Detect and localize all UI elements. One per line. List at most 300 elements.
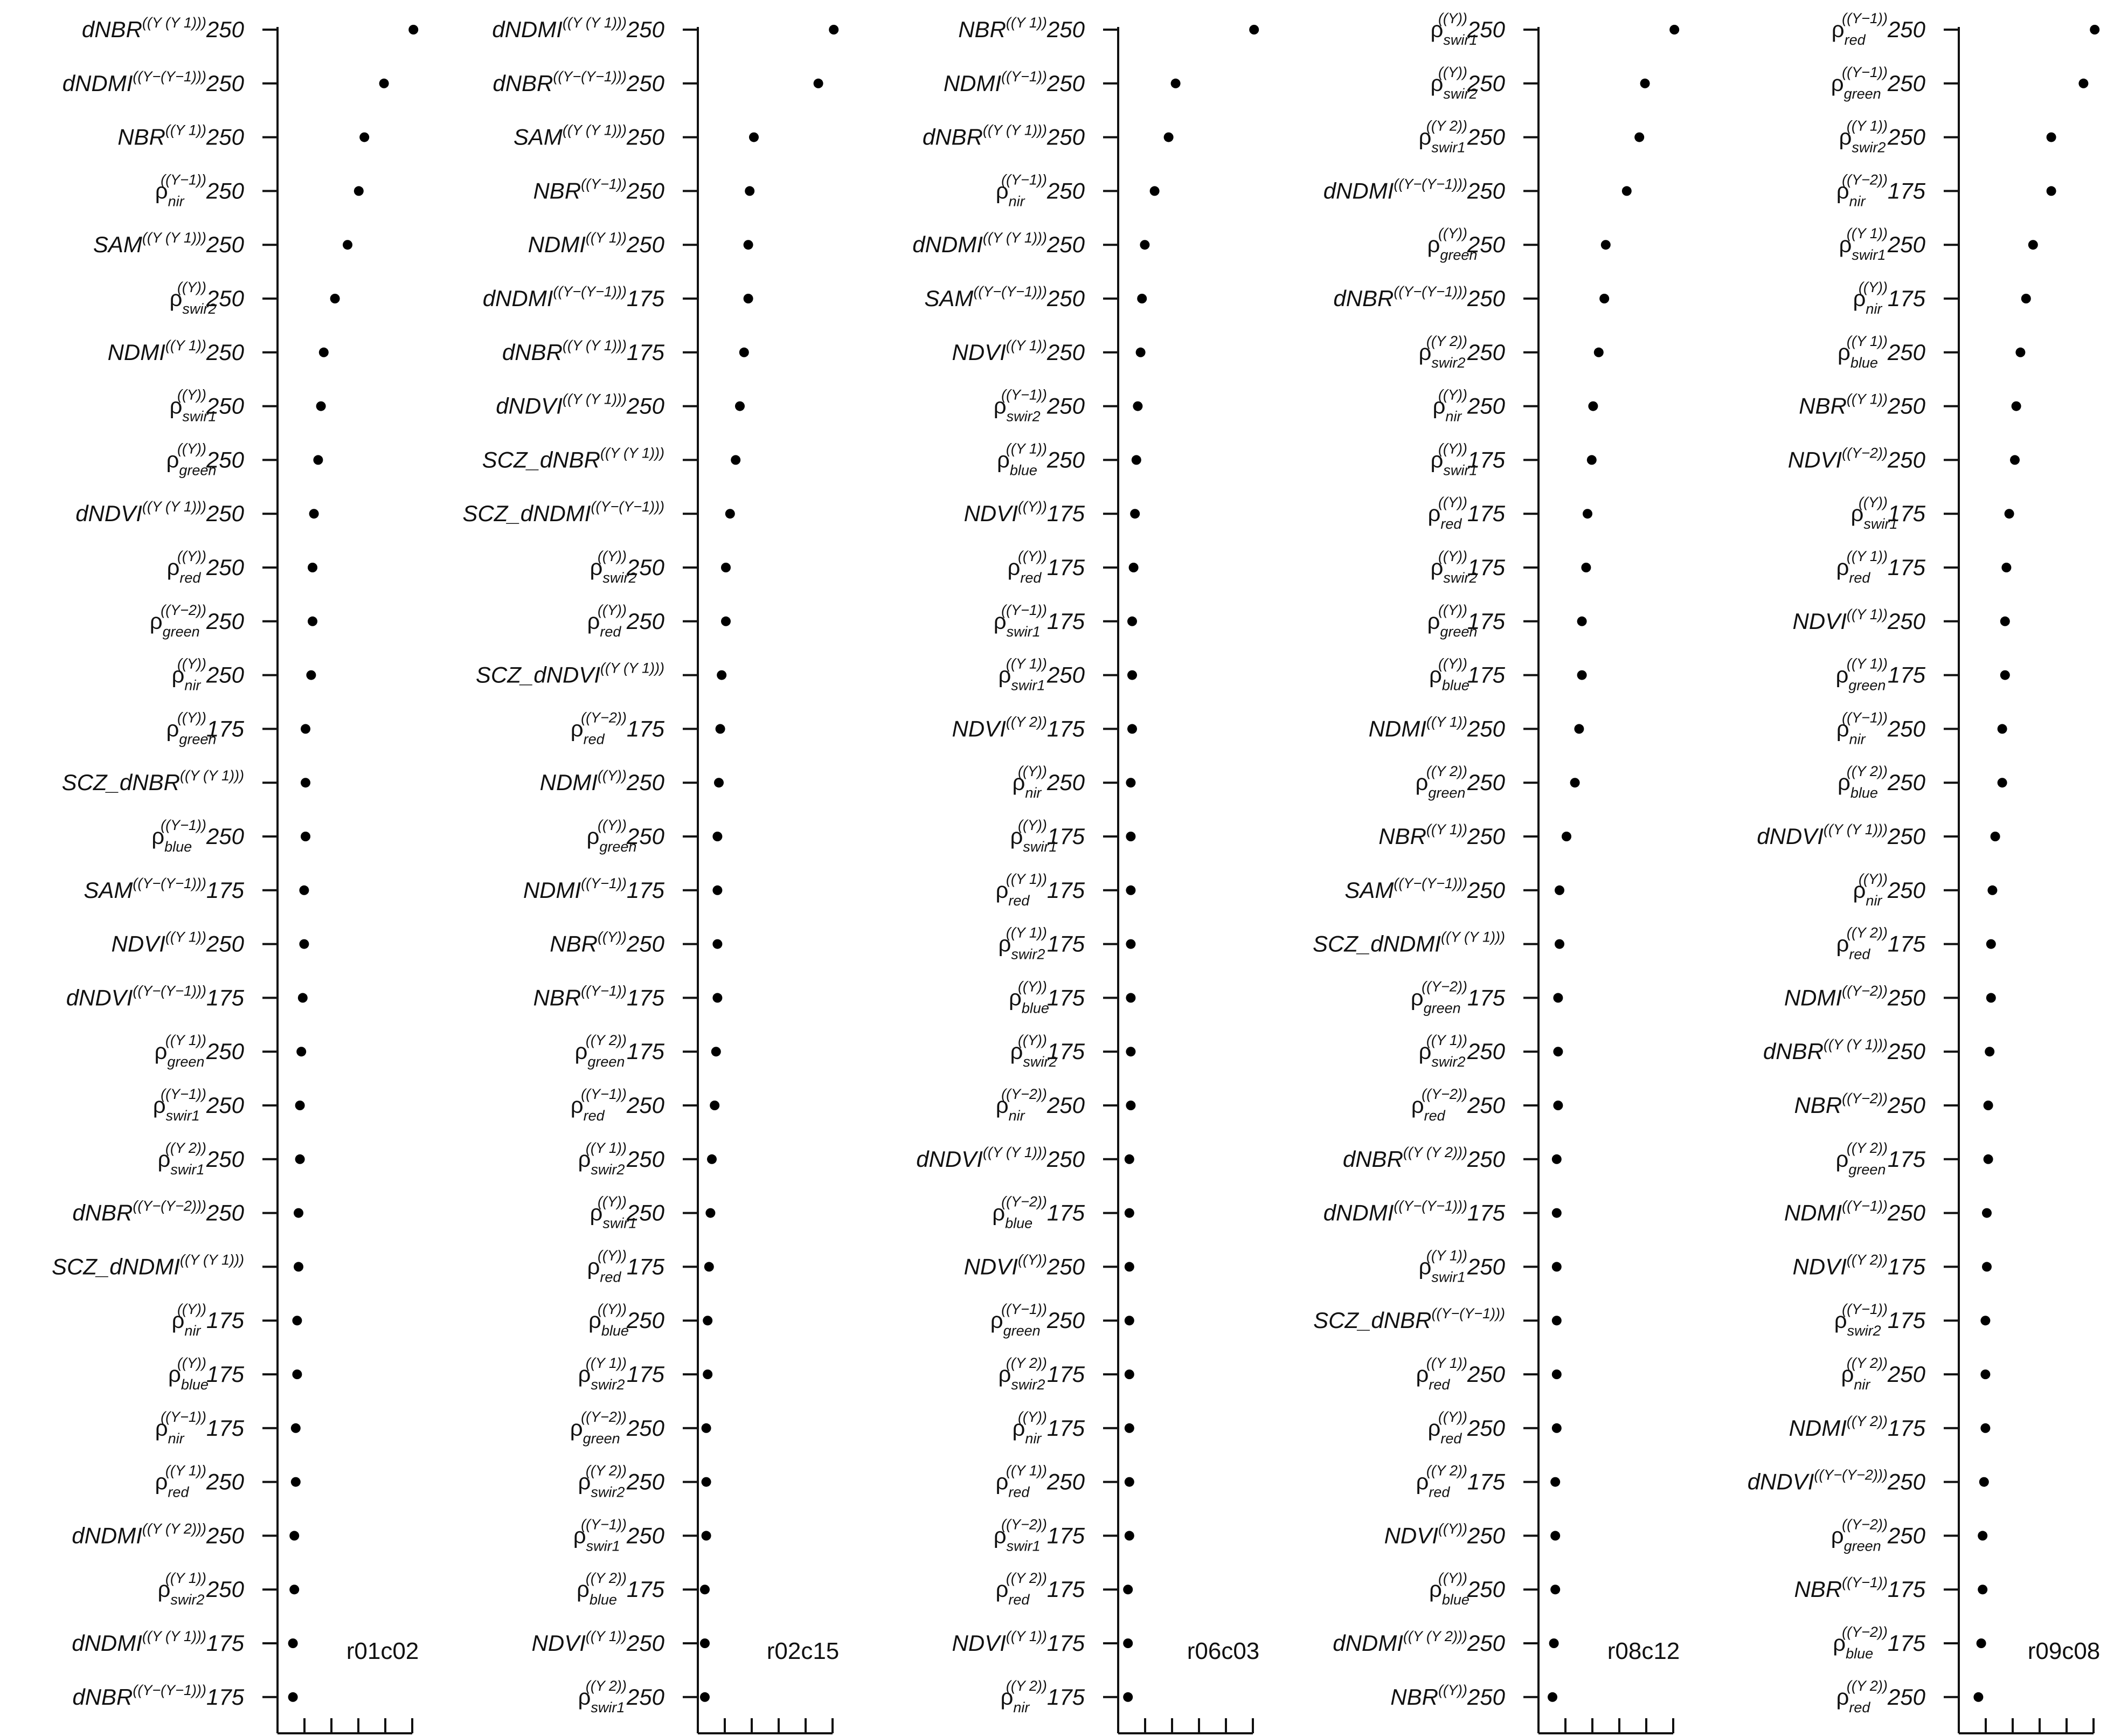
data-point [316, 402, 326, 411]
tick-label: $\rho_{green}((Y-2))175$ [1410, 978, 1505, 1016]
data-point [1982, 1208, 1992, 1218]
tick-label: $\rho_{blue}((Y))175$ [1429, 655, 1505, 694]
data-point [1126, 832, 1135, 841]
data-point [1550, 1585, 1560, 1594]
data-point [1137, 294, 1147, 303]
tick-label: $\rho_{nir}((Y$ 2))250 [1841, 1355, 1925, 1393]
tick-label: $NDVI^{((Y 1))}250$ [1792, 606, 1925, 634]
panel-r08c12 [1313, 10, 1680, 1733]
tick-label: $\rho_{green}((Y))250$ [1427, 225, 1505, 264]
data-point [714, 778, 724, 787]
tick-label: dNDMI$^{((Y-(Y-1)))}$250 [62, 68, 244, 96]
data-point [712, 832, 722, 841]
data-point [1249, 25, 1259, 34]
panel-title: r06c03 [1187, 1638, 1260, 1664]
tick-label: $NDMI^{((Y-1))}250$ [943, 68, 1085, 96]
tick-label: $\rho_{nir}((Y-1))175$ [155, 1408, 244, 1447]
data-point [1581, 563, 1591, 572]
tick-label: $NBR^{((Y))}250$ [550, 929, 664, 957]
data-point [1553, 1047, 1563, 1056]
tick-label: $\rho_{red}((Y-1))250$ [570, 1086, 664, 1124]
tick-label: $\rho_{swir1}((Y))175$ [1430, 440, 1505, 479]
data-point [301, 724, 310, 734]
data-point [1987, 886, 1997, 895]
data-point [1125, 1208, 1134, 1218]
tick-label: dNDVI$^{((Y (Y 1)))}$250 [916, 1144, 1085, 1172]
tick-label: $\rho_{green}((Y))175$ [166, 709, 244, 748]
tick-label: $\rho_{green}((Y))250$ [166, 440, 244, 479]
tick-label: $NDMI^{((Y 1))}250$ [107, 337, 244, 365]
tick-label: $\rho_{red}((Y$ 1))250 [995, 1462, 1085, 1500]
data-point [1998, 724, 2007, 734]
tick-label: $\rho_{swir2}((Y$ 1))250 [578, 1139, 664, 1178]
data-point [1587, 455, 1597, 465]
tick-label: $\rho_{swir1}((Y$ 1))250 [1418, 1247, 1505, 1285]
data-point [1552, 1316, 1562, 1325]
data-point [1127, 724, 1137, 734]
tick-label: $\rho_{red}((Y-2))175$ [570, 709, 664, 748]
data-point [1984, 1101, 1993, 1110]
tick-label: dNDMI$^{((Y-(Y-1)))}$175 [1323, 1198, 1505, 1226]
tick-label: SCZ_dNBR$^{((Y (Y 1)))}$ [61, 767, 244, 796]
data-point [1126, 939, 1135, 949]
tick-label: $\rho_{red}((Y-2))250$ [1411, 1086, 1505, 1124]
data-point [1570, 778, 1580, 787]
tick-label: $\rho_{blue}((Y$ 1))250 [996, 440, 1085, 479]
tick-label: $\rho_{nir}((Y))250$ [1432, 386, 1505, 425]
tick-label: $NDVI^{((Y 1))}250$ [531, 1628, 664, 1656]
data-point [721, 617, 731, 626]
tick-label: $\rho_{green}((Y-1))250$ [990, 1301, 1085, 1339]
tick-label: $\rho_{swir2}((Y$ 2))250 [1418, 333, 1505, 371]
data-point [292, 1370, 302, 1379]
data-point [2021, 294, 2031, 303]
tick-label: $NDMI^{((Y-2))}250$ [1784, 983, 1925, 1011]
tick-label: SCZ_dNBR$^{((Y (Y 1)))}$ [482, 445, 664, 473]
tick-label: SCZ_dNDMI$^{((Y (Y 1)))}$ [1312, 929, 1505, 957]
tick-label: $\rho_{green}((Y-2))250$ [570, 1408, 664, 1447]
data-point [749, 133, 759, 142]
tick-label: $\rho_{swir1}((Y))175$ [1850, 494, 1925, 532]
data-point [2010, 455, 2020, 465]
tick-label: $\rho_{blue}((Y))175$ [1008, 978, 1085, 1016]
data-point [1550, 1531, 1560, 1540]
data-point [408, 25, 418, 34]
tick-label: $\rho_{nir}((Y-2))250$ [995, 1086, 1085, 1124]
tick-label: $NBR^{((Y 1))}250$ [1799, 391, 1925, 419]
data-point [703, 1316, 712, 1325]
data-point [1977, 1638, 1986, 1648]
tick-label: $\rho_{swir1}((Y-1))250$ [573, 1516, 664, 1554]
data-point [710, 1101, 719, 1110]
data-point [1985, 1047, 1994, 1056]
data-point [702, 1423, 711, 1433]
tick-label: $\rho_{swir2}((Y))250$ [1430, 64, 1505, 102]
tick-label: $\rho_{swir2}((Y$ 1))175 [998, 924, 1085, 963]
data-point [1552, 1262, 1562, 1271]
data-point [301, 832, 310, 841]
tick-label: $\rho_{nir}((Y-1))250$ [995, 171, 1085, 210]
tick-label: $\rho_{swir2}((Y$ 1))250 [157, 1570, 244, 1608]
data-point [1125, 1262, 1134, 1271]
tick-label: $\rho_{blue}((Y$ 2))175 [576, 1570, 664, 1608]
tick-label: $\rho_{red}((Y$ 1))175 [995, 870, 1085, 909]
data-point [814, 79, 823, 88]
data-point [1577, 617, 1587, 626]
tick-label: dNDVI$^{((Y (Y 1)))}$250 [1757, 821, 1925, 849]
tick-label: $\rho_{swir2}((Y))175$ [1010, 1032, 1085, 1070]
data-point [1552, 1208, 1562, 1218]
data-point [716, 724, 725, 734]
tick-label: $\rho_{red}((Y))250$ [587, 601, 664, 640]
tick-label: $\rho_{swir2}((Y$ 1))175 [578, 1355, 664, 1393]
data-point [1123, 1585, 1133, 1594]
tick-label: dNDMI$^{((Y-(Y-1)))}$175 [482, 283, 664, 311]
data-point [707, 1154, 717, 1164]
panel-r01c02 [52, 15, 419, 1733]
tick-label: $\rho_{green}((Y$ 1))250 [154, 1032, 244, 1070]
tick-label: $\rho_{swir1}((Y))250$ [1430, 10, 1505, 48]
tick-label: $NBR^{((Y-1))}175$ [1794, 1574, 1925, 1602]
data-point [1125, 1477, 1134, 1487]
tick-label: $\rho_{red}((Y$ 2))175 [1416, 1462, 1505, 1500]
data-point [712, 993, 722, 1002]
tick-label: dNBR$^{((Y-(Y-1)))}$175 [72, 1682, 244, 1710]
tick-label: dNBR$^{((Y (Y 2)))}$250 [1342, 1144, 1505, 1172]
data-point [292, 1316, 302, 1325]
tick-label: $\rho_{swir2}((Y))250$ [590, 548, 664, 586]
tick-label: $NBR^{((Y-2))}250$ [1794, 1090, 1925, 1118]
data-point [294, 1262, 303, 1271]
tick-label: $\rho_{nir}((Y-1))250$ [155, 171, 244, 210]
data-point [306, 670, 316, 680]
tick-label: $\rho_{swir1}((Y))175$ [1010, 817, 1085, 855]
tick-label: $\rho_{red}((Y))250$ [1427, 1408, 1505, 1447]
tick-label: $SAM^{((Y (Y 1)))}250$ [93, 230, 244, 258]
data-point [1669, 25, 1679, 34]
tick-label: dNDMI$^{((Y-(Y-1)))}$250 [1323, 176, 1505, 204]
tick-label: dNBR$^{((Y (Y 1)))}$250 [81, 15, 244, 42]
data-point [1126, 1101, 1135, 1110]
data-point [725, 509, 735, 518]
data-point [700, 1638, 710, 1648]
data-point [1574, 724, 1584, 734]
data-point [2047, 133, 2056, 142]
tick-label: dNDMI$^{((Y (Y 2)))}$250 [72, 1520, 244, 1548]
data-point [1140, 240, 1149, 250]
tick-label: dNDVI$^{((Y (Y 1)))}$250 [496, 391, 664, 419]
data-point [379, 79, 389, 88]
data-point [288, 1638, 298, 1648]
panel-r06c03 [912, 15, 1259, 1733]
data-point [2028, 240, 2038, 250]
data-point [319, 348, 329, 357]
tick-label: $\rho_{swir1}((Y$ 1))250 [1839, 225, 1925, 264]
tick-label: $NDMI^{((Y 1))}250$ [1368, 714, 1505, 742]
tick-label: $\rho_{nir}((Y))175$ [171, 1301, 244, 1339]
tick-label: SCZ_dNBR$^{((Y-(Y-1)))}$ [1313, 1305, 1505, 1333]
data-point [1125, 1316, 1134, 1325]
tick-label: $\rho_{blue}((Y))175$ [168, 1355, 244, 1393]
tick-label: $\rho_{blue}((Y))250$ [588, 1301, 664, 1339]
data-point [717, 670, 726, 680]
data-point [2015, 348, 2025, 357]
data-point [2012, 402, 2021, 411]
data-point [1132, 455, 1141, 465]
tick-label: $\rho_{swir1}((Y-1))250$ [153, 1086, 244, 1124]
tick-label: $NDMI^{((Y 1))}250$ [528, 230, 664, 258]
data-point [1634, 133, 1644, 142]
tick-label: $\rho_{red}((Y))250$ [167, 548, 244, 586]
tick-label: $\rho_{red}((Y$ 1))250 [1416, 1355, 1505, 1393]
tick-label: $\rho_{nir}((Y-2))175$ [1836, 171, 1925, 210]
panel-title: r09c08 [2027, 1638, 2101, 1664]
data-point [1127, 670, 1137, 680]
tick-label: $\rho_{green}((Y))250$ [586, 817, 664, 855]
data-point [1552, 1370, 1562, 1379]
tick-label: $\rho_{red}((Y))175$ [587, 1247, 664, 1285]
data-point [2078, 79, 2088, 88]
tick-label: $SAM^{((Y-(Y-1)))}175$ [84, 875, 244, 903]
tick-label: $\rho_{nir}((Y))175$ [1012, 1408, 1085, 1447]
tick-label: dNDVI$^{((Y-(Y-1)))}$175 [66, 983, 244, 1011]
tick-label: $\rho_{red}((Y$ 2))175 [1836, 924, 1925, 963]
tick-label: $\rho_{green}((Y$ 1))175 [1835, 655, 1925, 694]
tick-label: $NBR^{((Y 1))}250$ [958, 15, 1085, 42]
tick-label: $\rho_{swir2}((Y$ 2))175 [998, 1355, 1085, 1393]
data-point [1126, 778, 1135, 787]
data-point [1986, 993, 1996, 1002]
data-point [744, 294, 753, 303]
data-point [1555, 939, 1564, 949]
tick-label: $\rho_{swir1}((Y-2))175$ [993, 1516, 1085, 1554]
data-point [291, 1423, 301, 1433]
data-point [1978, 1585, 1987, 1594]
data-point [1599, 294, 1609, 303]
data-point [1553, 993, 1563, 1002]
data-point [1552, 1423, 1562, 1433]
data-point [739, 348, 749, 357]
tick-label: $\rho_{blue}((Y$ 1))250 [1837, 333, 1925, 371]
tick-label: SCZ_dNDMI$^{((Y-(Y-1)))}$ [462, 499, 664, 527]
data-point [343, 240, 352, 250]
tick-label: $\rho_{nir}((Y$ 2))175 [1000, 1677, 1085, 1716]
data-point [1550, 1477, 1560, 1487]
data-point [1164, 133, 1174, 142]
tick-label: $\rho_{swir1}((Y))250$ [169, 386, 244, 425]
data-point [1552, 1154, 1562, 1164]
data-point [1594, 348, 1604, 357]
data-point [1583, 509, 1592, 518]
panel-title: r08c12 [1607, 1638, 1680, 1664]
tick-label: $\rho_{swir1}((Y$ 2))250 [1418, 117, 1505, 156]
tick-label: $\rho_{green}((Y$ 2))250 [1415, 763, 1505, 801]
tick-label: $\rho_{blue}((Y))250$ [1429, 1570, 1505, 1608]
data-point [1980, 1370, 1990, 1379]
tick-label: $NBR^{((Y-1))}175$ [533, 983, 664, 1011]
data-point [711, 1047, 721, 1056]
tick-label: $NDVI^{((Y 1))}250$ [952, 337, 1085, 365]
data-point [1123, 1638, 1133, 1648]
tick-label: $NDMI^{((Y-1))}175$ [523, 875, 664, 903]
data-point [299, 939, 309, 949]
data-point [2090, 25, 2099, 34]
tick-label: $\rho_{green}((Y-2))250$ [1831, 1516, 1925, 1554]
data-point [1984, 1154, 1993, 1164]
data-point [289, 1585, 299, 1594]
tick-label: $NBR^{((Y-1))}250$ [533, 176, 664, 204]
data-point [1133, 402, 1142, 411]
data-point [704, 1262, 714, 1271]
data-point [2000, 670, 2010, 680]
data-point [295, 1101, 305, 1110]
tick-label: $\rho_{swir2}((Y-1))250$ [993, 386, 1085, 425]
tick-label: $\rho_{red}((Y$ 2))175 [995, 1570, 1085, 1608]
tick-label: dNBR$^{((Y (Y 1)))}$250 [1763, 1036, 1925, 1064]
data-point [298, 993, 308, 1002]
tick-label: $\rho_{red}((Y$ 1))175 [1836, 548, 1925, 586]
data-point [1577, 670, 1587, 680]
tick-label: $\rho_{swir1}((Y-1))175$ [993, 601, 1085, 640]
panel-title: r01c02 [346, 1638, 419, 1664]
tick-label: $NDMI^{((Y 2))}175$ [1789, 1413, 1925, 1441]
tick-label: $\rho_{swir1}((Y$ 2))250 [578, 1677, 664, 1716]
data-point [291, 1477, 301, 1487]
tick-label: $\rho_{green}((Y-2))250$ [149, 601, 244, 640]
data-point [289, 1531, 299, 1540]
tick-label: $\rho_{nir}((Y))250$ [1012, 763, 1085, 801]
data-point [1979, 1477, 1989, 1487]
tick-label: $\rho_{green}((Y$ 2))175 [1835, 1139, 1925, 1178]
tick-label: $NBR^{((Y))}250$ [1390, 1682, 1505, 1710]
data-point [1562, 832, 1571, 841]
data-point [1980, 1423, 1990, 1433]
data-point [1982, 1262, 1992, 1271]
data-point [1126, 886, 1135, 895]
data-point [1588, 402, 1598, 411]
data-point [702, 1477, 711, 1487]
data-point [1998, 778, 2007, 787]
tick-label: $\rho_{swir2}((Y-1))175$ [1834, 1301, 1925, 1339]
tick-label: $SAM^{((Y-(Y-1)))}250$ [1344, 875, 1505, 903]
data-point [1640, 79, 1650, 88]
tick-label: $\rho_{blue}((Y-2))175$ [992, 1193, 1085, 1232]
tick-label: dNBR$^{((Y (Y 1)))}$250 [922, 122, 1085, 150]
tick-label: dNDMI$^{((Y (Y 2)))}$250 [1333, 1628, 1505, 1656]
tick-label: SCZ_dNDVI$^{((Y (Y 1)))}$ [475, 660, 664, 688]
data-point [308, 563, 317, 572]
tick-label: $NDVI^{((Y 1))}175$ [952, 1628, 1085, 1656]
data-point [1171, 79, 1181, 88]
tick-label: $\rho_{blue}((Y-2))175$ [1833, 1624, 1925, 1662]
tick-label: dNBR$^{((Y-(Y-2)))}$250 [72, 1198, 244, 1226]
tick-label: $NBR^{((Y 1))}250$ [1378, 821, 1505, 849]
data-point [1622, 186, 1632, 196]
data-point [295, 1154, 305, 1164]
data-point [330, 294, 340, 303]
tick-label: $NDVI^{((Y))}250$ [1384, 1520, 1505, 1548]
data-point [1123, 1692, 1133, 1702]
tick-label: $SAM^{((Y-(Y-1)))}250$ [924, 283, 1085, 311]
tick-label: $\rho_{green}((Y))175$ [1427, 601, 1505, 640]
data-point [313, 455, 323, 465]
tick-label: $\rho_{swir1}((Y$ 2))250 [157, 1139, 244, 1178]
tick-label: $SAM^{((Y (Y 1)))}250$ [513, 122, 664, 150]
tick-label: $NDMI^{((Y-1))}250$ [1784, 1198, 1925, 1226]
tick-label: $NDVI^{((Y-2))}250$ [1787, 445, 1925, 473]
data-point [294, 1208, 303, 1218]
data-point [1130, 509, 1140, 518]
tick-label: dNBR$^{((Y (Y 1)))}$175 [502, 337, 664, 365]
tick-label: dNDMI$^{((Y (Y 1)))}$175 [72, 1628, 244, 1656]
data-point [309, 509, 319, 518]
tick-label: $\rho_{green}((Y-1))250$ [1831, 64, 1925, 102]
tick-label: $\rho_{blue}((Y$ 2))250 [1837, 763, 1925, 801]
tick-label: dNDMI$^{((Y (Y 1)))}$250 [492, 15, 664, 42]
data-point [712, 886, 722, 895]
data-point [2047, 186, 2056, 196]
tick-label: dNBR$^{((Y-(Y-1)))}$250 [1333, 283, 1505, 311]
data-point [1548, 1692, 1557, 1702]
data-point [2000, 617, 2010, 626]
data-point [1150, 186, 1160, 196]
data-point [308, 617, 317, 626]
data-point [301, 778, 310, 787]
tick-label: $\rho_{swir1}((Y))250$ [590, 1193, 664, 1232]
tick-label: $NDVI^{((Y 2))}175$ [952, 714, 1085, 742]
data-point [1127, 617, 1137, 626]
tick-label: $\rho_{swir1}((Y$ 1))250 [998, 655, 1085, 694]
data-point [1973, 1692, 1983, 1702]
data-point [745, 186, 754, 196]
data-point [1126, 993, 1135, 1002]
data-point [1129, 563, 1139, 572]
data-point [1125, 1370, 1134, 1379]
tick-label: dNBR$^{((Y-(Y-1)))}$250 [493, 68, 664, 96]
data-point [1978, 1531, 1987, 1540]
tick-label: $\rho_{swir2}((Y))250$ [169, 279, 244, 317]
panel-title: r02c15 [766, 1638, 840, 1664]
tick-label: $NDVI^{((Y 1))}250$ [111, 929, 244, 957]
tick-label: $\rho_{red}((Y))175$ [1427, 494, 1505, 532]
data-point [1125, 1531, 1134, 1540]
data-point [1601, 240, 1611, 250]
tick-label: $NDMI^{((Y))}250$ [539, 767, 664, 796]
tick-label: $\rho_{nir}((Y-1))250$ [1836, 709, 1925, 748]
tick-label: $\rho_{nir}((Y))175$ [1853, 279, 1925, 317]
tick-label: $\rho_{red}((Y))175$ [1007, 548, 1085, 586]
data-point [744, 240, 753, 250]
tick-label: $\rho_{nir}((Y))250$ [1853, 870, 1925, 909]
data-point [1555, 886, 1564, 895]
data-point [2001, 563, 2011, 572]
data-point [1125, 1423, 1134, 1433]
tick-label: $\rho_{blue}((Y-1))250$ [151, 817, 244, 855]
data-point [700, 1692, 710, 1702]
data-point [703, 1370, 712, 1379]
data-point [359, 133, 369, 142]
tick-label: $NDVI^{((Y))}250$ [964, 1251, 1085, 1279]
data-point [1125, 1154, 1134, 1164]
tick-label: $\rho_{nir}((Y))250$ [171, 655, 244, 694]
data-point [1991, 832, 2000, 841]
tick-label: $NBR^{((Y 1))}250$ [117, 122, 244, 150]
data-point [288, 1692, 298, 1702]
tick-label: $\rho_{swir2}((Y$ 1))250 [1418, 1032, 1505, 1070]
tick-label: $NDVI^{((Y 2))}175$ [1792, 1251, 1925, 1279]
tick-label: $NDVI^{((Y))}175$ [964, 499, 1085, 527]
data-point [700, 1585, 710, 1594]
